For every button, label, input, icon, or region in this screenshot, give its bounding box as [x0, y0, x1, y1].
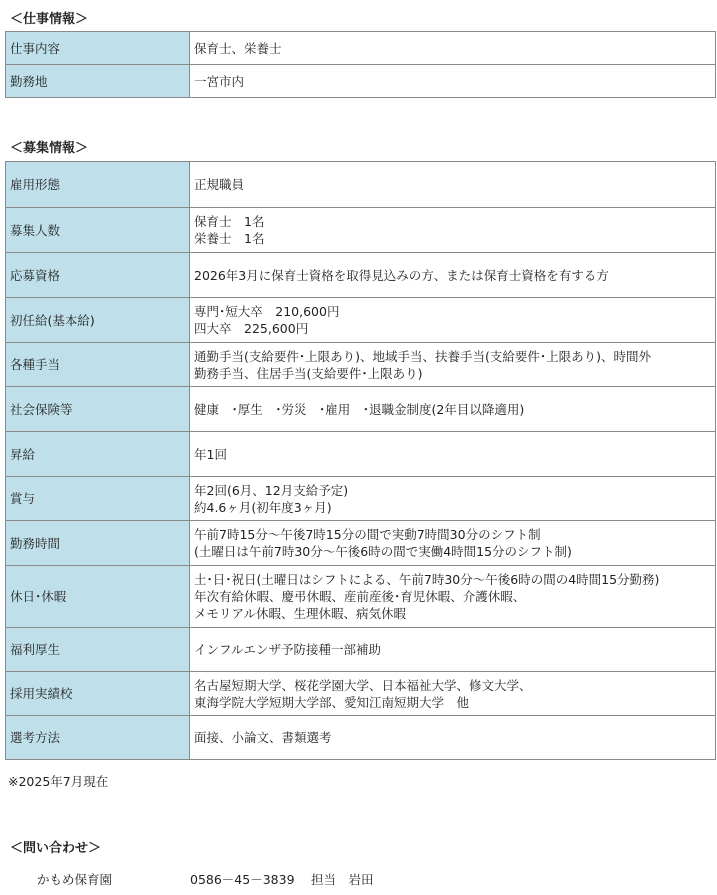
row-value [190, 162, 716, 208]
value-line: 土･日･祝日(土曜日はシフトによる、午前7時30分～午後6時の間の4時間15分勤務) [194, 572, 660, 587]
row-value [190, 387, 716, 432]
table-row [6, 387, 716, 432]
value-line: 約4.6ヶ月(初年度3ヶ月) [194, 499, 332, 515]
contact-name: かもめ保育園 [37, 872, 113, 887]
value-line: 面接、小論文、書類選考 [194, 730, 332, 745]
contact-detail: 0586－45－3839 担当 岩田 [190, 872, 374, 887]
row-label: 社会保険等 [6, 387, 190, 432]
value-line: 年2回(6月、12月支給予定) [194, 482, 349, 498]
table-row [6, 672, 716, 716]
row-label: 初任給(基本給) [6, 298, 190, 343]
value-line: 通勤手当(支給要件･上限あり)、地域手当、扶養手当(支給要件･上限あり)、時間外 [194, 348, 652, 364]
table-row [6, 566, 716, 628]
value-line: 四大卒 225,600円 [194, 321, 309, 336]
value-line: 2026年3月に保育士資格を取得見込みの方、または保育士資格を有する方 [194, 267, 609, 283]
row-value [190, 432, 716, 477]
row-value [190, 32, 716, 65]
table-row [6, 298, 716, 343]
row-label: 休日･休暇 [6, 566, 190, 628]
row-label: 勤務時間 [6, 521, 190, 566]
row-label: 各種手当 [6, 343, 190, 387]
value-line: メモリアル休暇、生理休暇、病気休暇 [194, 606, 407, 621]
row-value [190, 521, 716, 566]
table-row [6, 432, 716, 477]
contact-heading: ＜問い合わせ＞ [10, 841, 102, 856]
row-value [190, 716, 716, 760]
row-value [190, 253, 716, 298]
as-of-note: ※2025年7月現在 [8, 774, 109, 789]
row-label: 勤務地 [6, 65, 190, 98]
row-label: 採用実績校 [6, 672, 190, 716]
row-label: 仕事内容 [6, 32, 190, 65]
value-line: インフルエンザ予防接種一部補助 [194, 642, 382, 657]
row-label: 福利厚生 [6, 628, 190, 672]
row-label: 昇給 [6, 432, 190, 477]
table-row [6, 343, 716, 387]
value-line: 一宮市内 [194, 73, 245, 89]
job-info-heading: ＜仕事情報＞ [10, 12, 89, 27]
job-info-table [5, 31, 716, 98]
row-value [190, 566, 716, 628]
value-line: 保育士、栄養士 [194, 40, 282, 56]
row-label: 選考方法 [6, 716, 190, 760]
value-line: 年次有給休暇、慶弔休暇、産前産後･育児休暇、介護休暇、 [194, 589, 526, 604]
row-value [190, 65, 716, 98]
value-line: 健康 ･厚生 ･労災 ･雇用 ･退職金制度(2年目以降適用) [194, 401, 525, 417]
value-line: 名古屋短期大学、桜花学園大学、日本福祉大学、修文大学、 [194, 677, 532, 693]
value-line: 東海学院大学短期大学部、愛知江南短期大学 他 [194, 694, 470, 710]
table-row [6, 32, 716, 65]
row-label: 募集人数 [6, 208, 190, 253]
table-row [6, 65, 716, 98]
recruit-info-table [5, 161, 716, 760]
row-value [190, 628, 716, 672]
row-label: 応募資格 [6, 253, 190, 298]
value-line: 保育士 1名 [194, 214, 265, 229]
row-value [190, 298, 716, 343]
table-row [6, 628, 716, 672]
value-line: 勤務手当、住居手当(支給要件･上限あり) [194, 365, 423, 381]
row-value [190, 343, 716, 387]
table-row [6, 716, 716, 760]
value-line: 専門･短大卒 210,600円 [194, 304, 340, 319]
table-row [6, 253, 716, 298]
table-row [6, 208, 716, 253]
row-value [190, 208, 716, 253]
value-line: 栄養士 1名 [194, 231, 265, 246]
value-line: 午前7時15分～午後7時15分の間で実動7時間30分のシフト制 [194, 527, 541, 542]
table-row [6, 477, 716, 521]
value-line: 年1回 [194, 446, 227, 462]
row-value [190, 672, 716, 716]
row-label: 雇用形態 [6, 162, 190, 208]
row-value [190, 477, 716, 521]
table-row [6, 521, 716, 566]
row-label: 賞与 [6, 477, 190, 521]
recruit-info-heading: ＜募集情報＞ [10, 141, 89, 156]
value-line: 正規職員 [194, 177, 245, 192]
value-line: (土曜日は午前7時30分～午後6時の間で実働4時間15分のシフト制) [194, 544, 572, 559]
table-row [6, 162, 716, 208]
